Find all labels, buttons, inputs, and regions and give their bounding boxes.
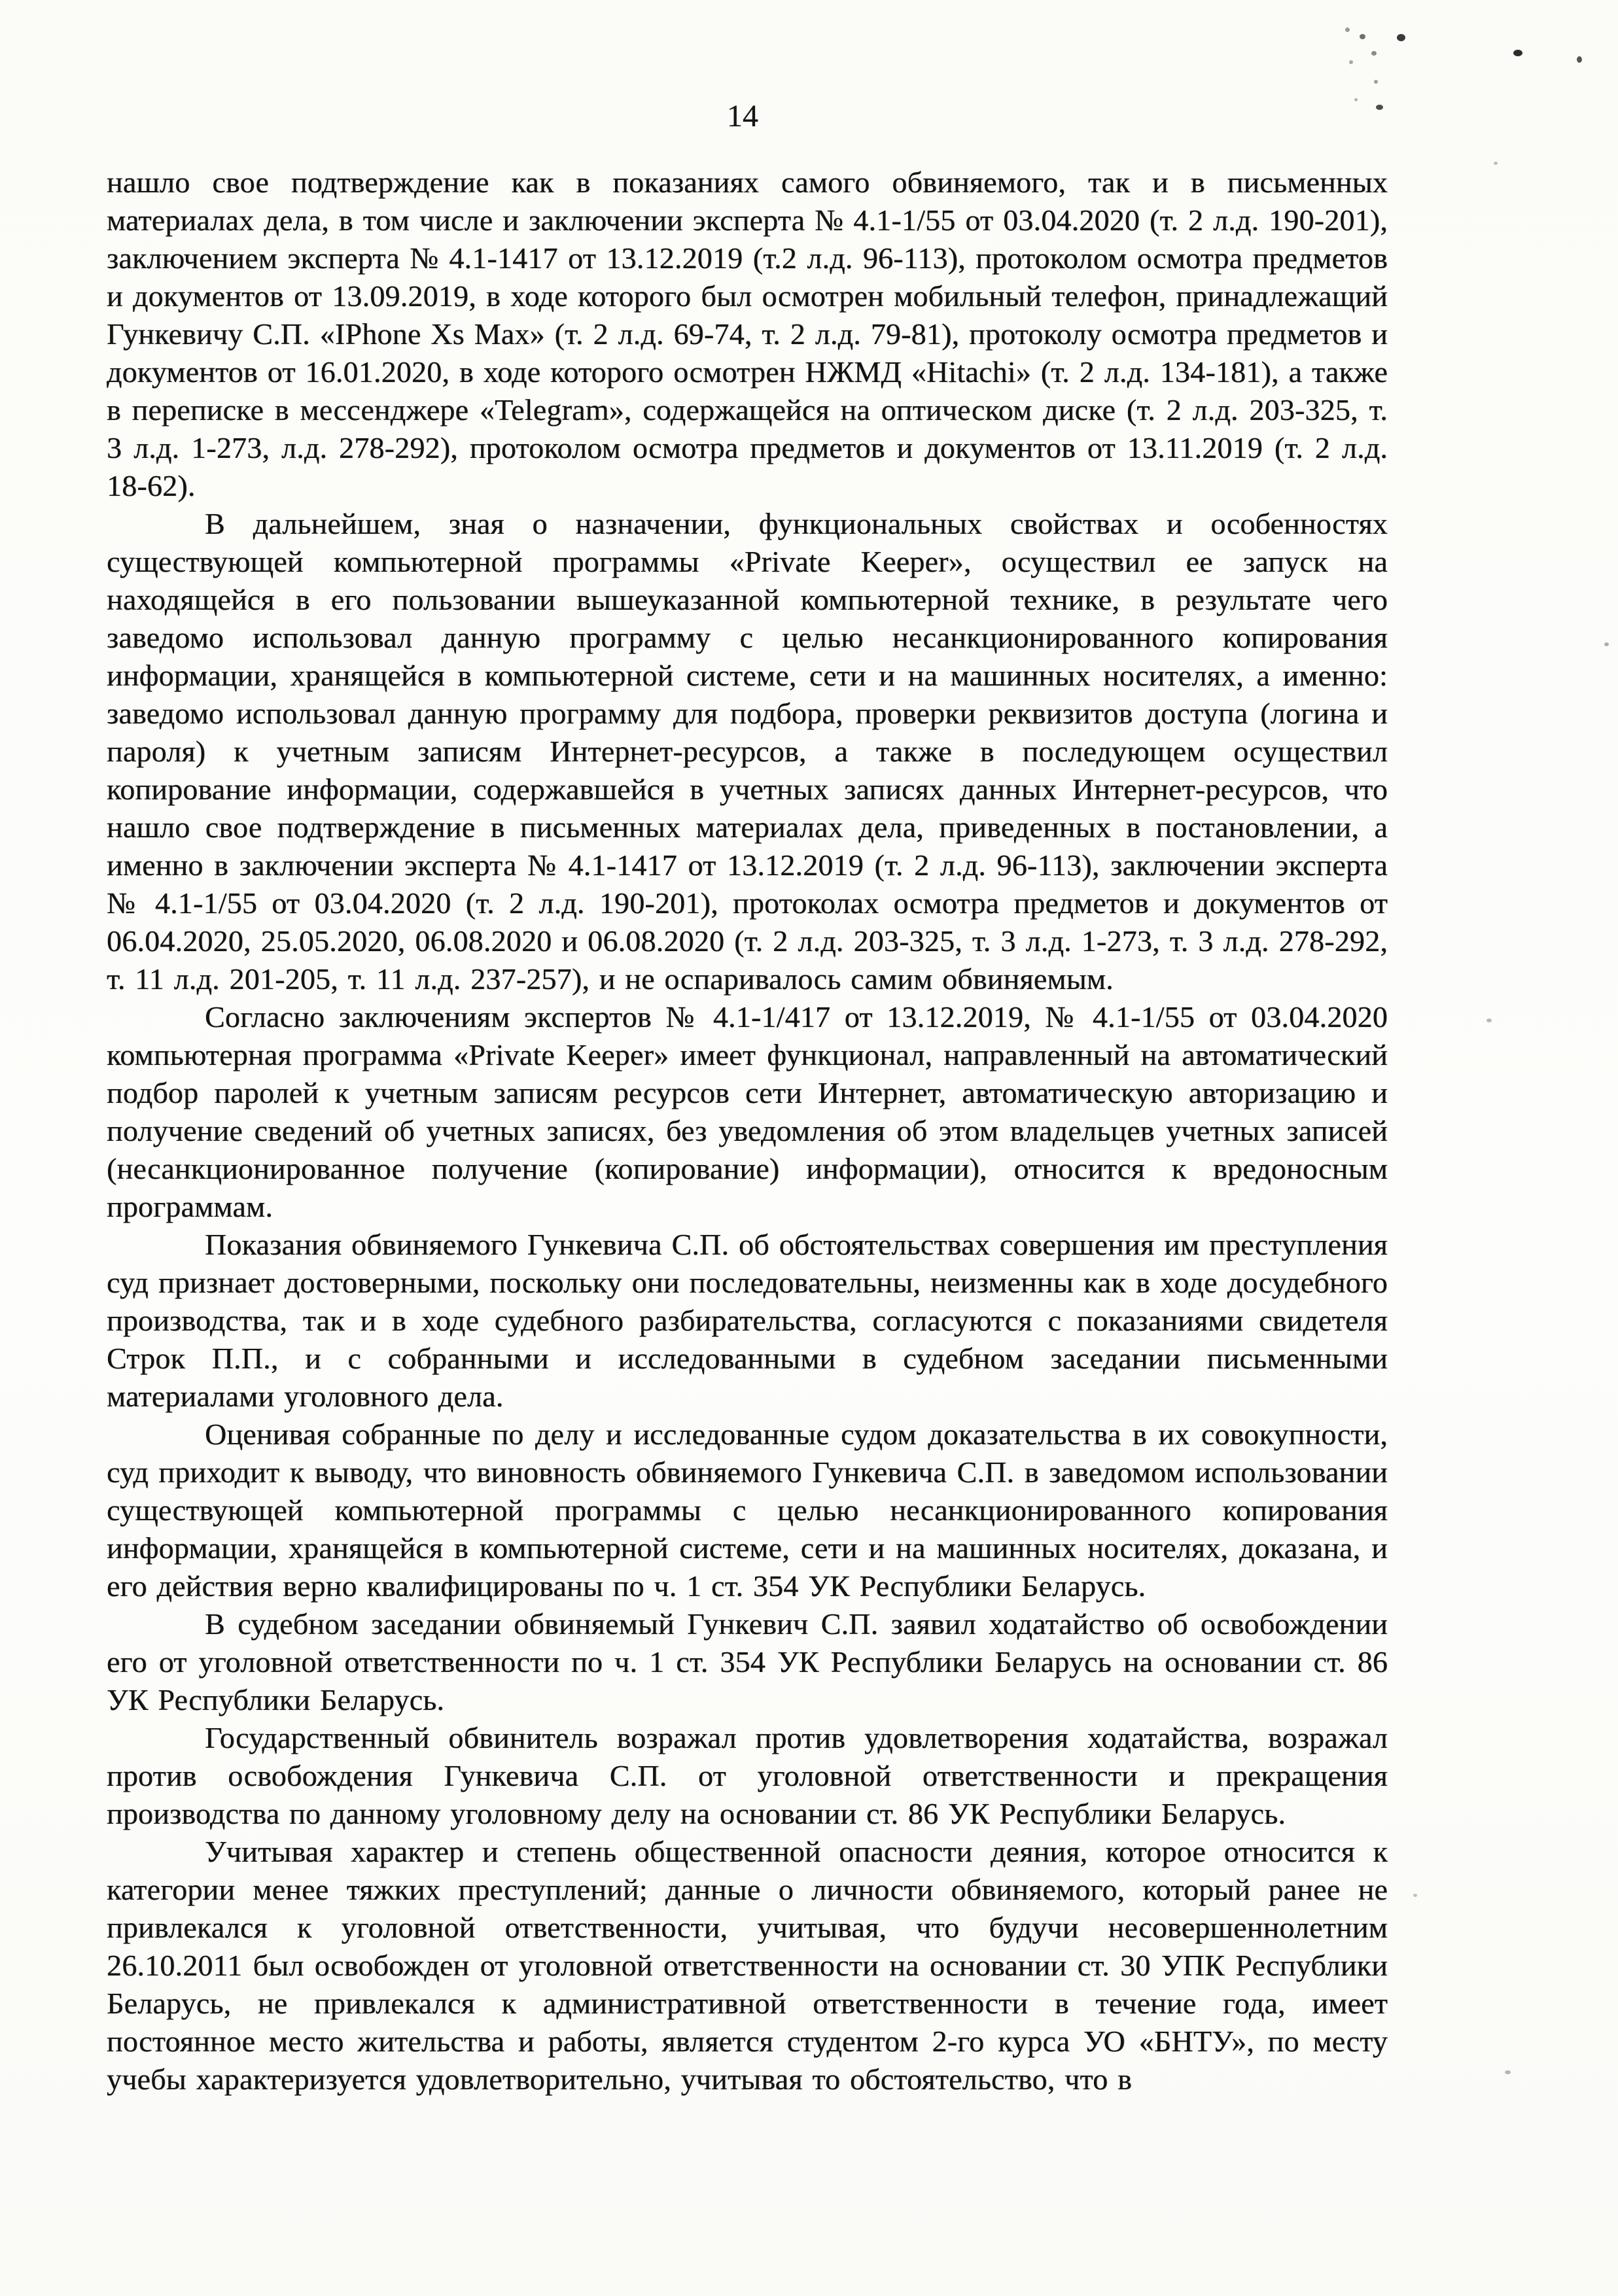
scan-speck bbox=[1345, 27, 1350, 32]
scan-speck bbox=[1494, 162, 1498, 165]
scan-speck bbox=[1513, 50, 1522, 56]
scan-speck bbox=[1354, 98, 1358, 101]
paragraph: В судебном заседании обвиняемый Гункевич С.П. заявил ходатайство об освобождении его от уголовной ответственности по ч. 1 ст. 354 УК Республики Беларусь на основании ст. 86 УК Республики Беларусь. bbox=[107, 1607, 1388, 1716]
paragraph: В дальнейшем, зная о назначении, функциональных свойствах и особенностях существующей компьютерной программы «Private Keeper», осуществил ее запуск на находящейся в его пользовании вышеуказанной компьютерной технике, в результате чего заведомо использовал данную программу с целью несанкционированного копирования информации, хранящейся в компьютерной системе, сети и на машинных носителях, а именно: заведомо использовал данную программу для подбора, проверки реквизитов доступа (логина и пароля) к учетным записям Интернет-ресурсов, а также в последующем осуществил копирование информации, содержавшейся в учетных записях данных Интернет-ресурсов, что нашло свое подтверждение в письменных материалах дела, приведенных в постановлении, а именно в заключении эксперта № 4.1-1417 от 13.12.2019 (т. 2 л.д. 96-113), заключении эксперта № 4.1-1/55 от 03.04.2020 (т. 2 л.д. 190-201), протоколах осмотра предметов и документов от 06.04.2020, 25.05.2020, 06.08.2020 и 06.08.2020 (т. 2 л.д. 203-325, т. 3 л.д. 1-273, т. 3 л.д. 278-292, т. 11 л.д. 201-205, т. 11 л.д. 237-257), и не оспаривалось самим обвиняемым. bbox=[107, 507, 1388, 996]
scan-speck bbox=[1413, 1894, 1417, 1897]
paragraph: Оценивая собранные по делу и исследованные судом доказательства в их совокупности, суд приходит к выводу, что виновность обвиняемого Гункевича С.П. в заведомом использовании существующей компьютерной программы с целью несанкционированного копирования информации, хранящейся в компьютерной системе, сети и на машинных носителях, доказана, и его действия верно квалифицированы по ч. 1 ст. 354 УК Республики Беларусь. bbox=[107, 1418, 1388, 1603]
scan-speck bbox=[1349, 60, 1353, 64]
scan-speck bbox=[1604, 642, 1609, 646]
scan-speck bbox=[1577, 56, 1582, 63]
scan-speck bbox=[1397, 34, 1405, 41]
paragraph: Согласно заключениям экспертов № 4.1-1/417 от 13.12.2019, № 4.1-1/55 от 03.04.2020 компьютерная программа «Private Keeper» имеет функционал, направленный на автоматический подбор паролей к учетным записям ресурсов сети Интернет, автоматическую авторизацию и получение сведений об учетных записях, без уведомления об этом владельцев учетных записей (несанкционированное получение (копирование) информации), относится к вредоносным программам. bbox=[107, 1000, 1388, 1223]
paragraph: нашло свое подтверждение как в показаниях самого обвиняемого, так и в письменных материалах дела, в том числе и заключении эксперта № 4.1-1/55 от 03.04.2020 (т. 2 л.д. 190-201), заключением эксперта № 4.1-1417 от 13.12.2019 (т.2 л.д. 96-113), протоколом осмотра предметов и документов от 13.09.2019, в ходе которого был осмотрен мобильный телефон, принадлежащий Гункевичу С.П. «IPhone Xs Max» (т. 2 л.д. 69-74, т. 2 л.д. 79-81), протоколу осмотра предметов и документов от 16.01.2020, в ходе которого осмотрен НЖМД «Hitachi» (т. 2 л.д. 134-181), а также в переписке в мессенджере «Telegram», содержащейся на оптическом диске (т. 2 л.д. 203-325, т. 3 л.д. 1-273, л.д. 278-292), протоколом осмотра предметов и документов от 13.11.2019 (т. 2 л.д. 18-62). bbox=[107, 165, 1388, 502]
scan-speck bbox=[1486, 1018, 1492, 1022]
paragraph: Государственный обвинитель возражал против удовлетворения ходатайства, возражал против освобождения Гункевича С.П. от уголовной ответственности и прекращения производства по данному уголовному делу на основании ст. 86 УК Республики Беларусь. bbox=[107, 1721, 1388, 1830]
scan-speck bbox=[1360, 34, 1365, 39]
scan-speck bbox=[1371, 51, 1377, 56]
paragraph: Учитывая характер и степень общественной опасности деяния, которое относится к категории менее тяжких преступлений; данные о личности обвиняемого, который ранее не привлекался к уголовной ответственности, учитывая, что будучи несовершеннолетним 26.10.2011 был освобожден от уголовной ответственности на основании ст. 30 УПК Республики Беларусь, не привлекался к административной ответственности в течение года, имеет постоянное место жительства и работы, является студентом 2-го курса УО «БНТУ», по месту учебы характеризуется удовлетворительно, учитывая то обстоятельство, что в bbox=[107, 1835, 1388, 2096]
scan-speck bbox=[1374, 80, 1378, 84]
document-body bbox=[107, 164, 1388, 2098]
scan-speck bbox=[1505, 2070, 1511, 2074]
page-number: 14 bbox=[727, 99, 758, 133]
paragraph: Показания обвиняемого Гункевича С.П. об обстоятельствах совершения им преступления суд признает достоверными, поскольку они последовательны, неизменны как в ходе досудебного производства, так и в ходе судебного разбирательства, согласуются с показаниями свидетеля Строк П.П., и с собранными и исследованными в судебном заседании письменными материалами уголовного дела. bbox=[107, 1228, 1388, 1413]
scan-speck bbox=[1376, 105, 1383, 110]
